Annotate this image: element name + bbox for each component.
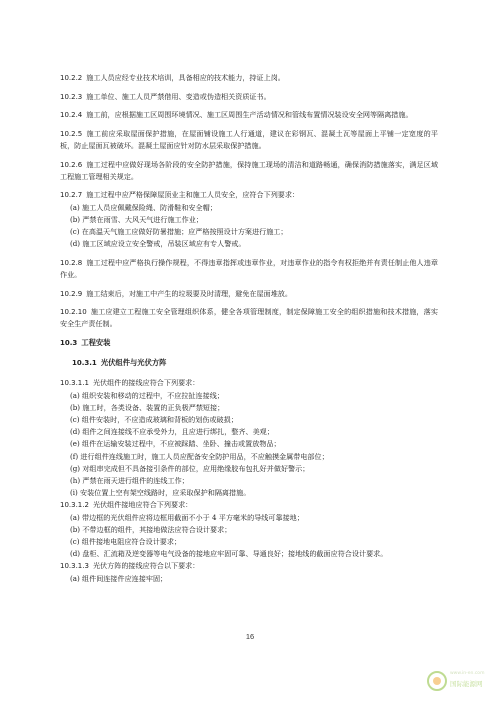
section-title: 工程安装 (81, 337, 111, 347)
list-10-3-1-3 (60, 573, 438, 585)
clause-number: 10.2.8 (60, 258, 83, 267)
section-heading-10-3-1 (60, 357, 438, 369)
list-item: (b) 严禁在雨雪、大风天气进行施工作业； (70, 214, 203, 224)
list-item: (a) 施工人员应佩戴保险绳、防滑鞋和安全帽； (70, 202, 217, 212)
watermark-url: www.in-en.com (450, 671, 485, 676)
list-item: (g) 对组串完成但不具备接引条件的部位，应用绝缘胶布包扎好并做好警示； (70, 463, 310, 473)
paragraph-10-2-5 (60, 128, 438, 152)
clause-text: 施工应建立工程施工安全管理组织体系，健全各项管理制度，制定保障施工安全的组织措施和技术措施，落实安全生产责任制。 (60, 307, 438, 329)
list-item: (d) 施工区域应设立安全警戒，吊装区域应有专人警戒。 (70, 239, 246, 249)
list-10-3-1-2 (60, 512, 438, 561)
clause-text: 光伏组件的接线应符合下列要求： (92, 378, 200, 388)
list-item: (d) 组件之间连接线不应承受外力，且应进行绑扎，整齐、美观； (70, 427, 274, 437)
clause-text: 施工过程中应严格执行操作规程，不得违章指挥或违章作业，对违章作业的指令有权拒绝并有责任制止他人违章作业。 (60, 257, 438, 279)
list-item: (b) 不带边框的组件，其接地做法应符合设计要求； (70, 524, 232, 534)
clause-number: 10.3.1.1 (60, 379, 89, 388)
clause-number: 10.2.2 (60, 74, 83, 82)
paragraph-10-3-1-3 (60, 560, 438, 572)
list-item: (f) 进行组件连线施工时，施工人员应配备安全防护用品，不应触摸金属带电部位； (70, 451, 329, 461)
list-item: (c) 组件接地电阻应符合设计要求； (70, 537, 182, 547)
clause-number: 10.3.1.3 (60, 562, 89, 571)
clause-text: 施工过程中应严格保障屋顶业主和施工人员安全，应符合下列要求： (86, 190, 300, 200)
section-number: 10.3 (60, 338, 78, 347)
energy-logo-icon (426, 670, 448, 692)
clause-text: 光伏方阵的接线应符合以下要求： (92, 561, 200, 571)
list-item: (c) 在高温天气施工应做好防暑措施；应严格按照设计方案进行施工； (70, 226, 288, 236)
clause-text: 施工结束后，对施工中产生的垃圾要及时清理，避免在屋面堆放。 (86, 288, 292, 298)
paragraph-10-2-8 (60, 257, 438, 281)
clause-text: 施工过程中应做好现场各阶段的安全防护措施，保持施工现场的清洁和道路畅通，确保消防措施落实，满足区域工程施工管理相关规定。 (60, 159, 438, 181)
section-number: 10.3.1 (72, 359, 97, 368)
list-item: (a) 组织安装和移动的过程中，不应拉扯连接线； (70, 390, 224, 400)
clause-text: 施工单位、施工人员严禁借用、变造或伪造相关资质证书。 (86, 91, 271, 101)
paragraph-10-2-3 (60, 91, 438, 103)
clause-number: 10.2.3 (60, 92, 83, 101)
paragraph-10-2-7 (60, 189, 438, 201)
section-title: 光伏组件与光伏方阵 (100, 358, 167, 368)
list-item: (i) 安装位置上空有架空线路时，应采取保护和隔离措施。 (70, 488, 251, 498)
document-body (60, 72, 438, 585)
list-item: (h) 严禁在雨天进行组件的连线工作； (70, 476, 189, 485)
clause-text: 施工人员应经专业技术培训，具备相应的技术能力，持证上岗。 (86, 73, 285, 82)
paragraph-10-3-1-2 (60, 499, 438, 511)
watermark-text: 国际能源网 (450, 680, 483, 688)
paragraph-10-3-1-1 (60, 377, 438, 389)
clause-text: 光伏组件接地应符合下列要求： (92, 500, 193, 510)
list-10-3-1-1 (60, 390, 438, 500)
clause-number: 10.2.6 (60, 160, 83, 169)
list-item: (b) 施工时，各类设备、装置的正负极严禁短接； (70, 402, 225, 412)
paragraph-10-2-10 (60, 306, 438, 330)
list-10-2-7 (60, 202, 438, 251)
clause-number: 10.2.10 (60, 308, 87, 317)
list-item: (a) 组件间连接件应连接牢固； (70, 573, 168, 583)
clause-number: 10.3.1.2 (60, 501, 89, 510)
page-number: 16 (245, 632, 255, 641)
list-item: (c) 组件安装时，不应造成玻璃和背板的划伤或破损； (70, 414, 238, 424)
list-item: (d) 盘柜、汇流箱及逆变器等电气设备的接地应牢固可靠、导通良好；接地线的截面应符合设计要求。 (70, 549, 388, 559)
paragraph-10-2-6 (60, 159, 438, 183)
clause-number: 10.2.4 (60, 111, 83, 120)
paragraph-10-2-4 (60, 109, 438, 121)
paragraph-10-2-2 (60, 72, 438, 84)
clause-number: 10.2.5 (60, 129, 83, 138)
paragraph-10-2-9 (60, 288, 438, 300)
clause-text: 施工前应采取屋面保护措施，在屋面铺设施工人行通道，建议在彩钢瓦、混凝土瓦等屋面上平铺一定宽度的平板，防止屋面瓦被破坏。混凝土屋面应针对防水层采取保护措施。 (60, 128, 438, 150)
clause-number: 10.2.7 (60, 191, 83, 200)
list-item: (a) 带边框的光伏组件应将边框用截面不小于 4 平方毫米的导线可靠接地； (70, 512, 304, 522)
list-item: (e) 组件在运输安装过程中，不应被踩踏、坐卧、撞击或置放物品； (70, 439, 281, 449)
section-heading-10-3 (60, 337, 438, 349)
clause-number: 10.2.9 (60, 289, 83, 298)
clause-text: 施工前，应根据施工区周围环境情况、施工区周围生产活动情况和管线布置情况装设安全网等隔离措施。 (86, 110, 413, 120)
site-watermark (426, 665, 488, 697)
